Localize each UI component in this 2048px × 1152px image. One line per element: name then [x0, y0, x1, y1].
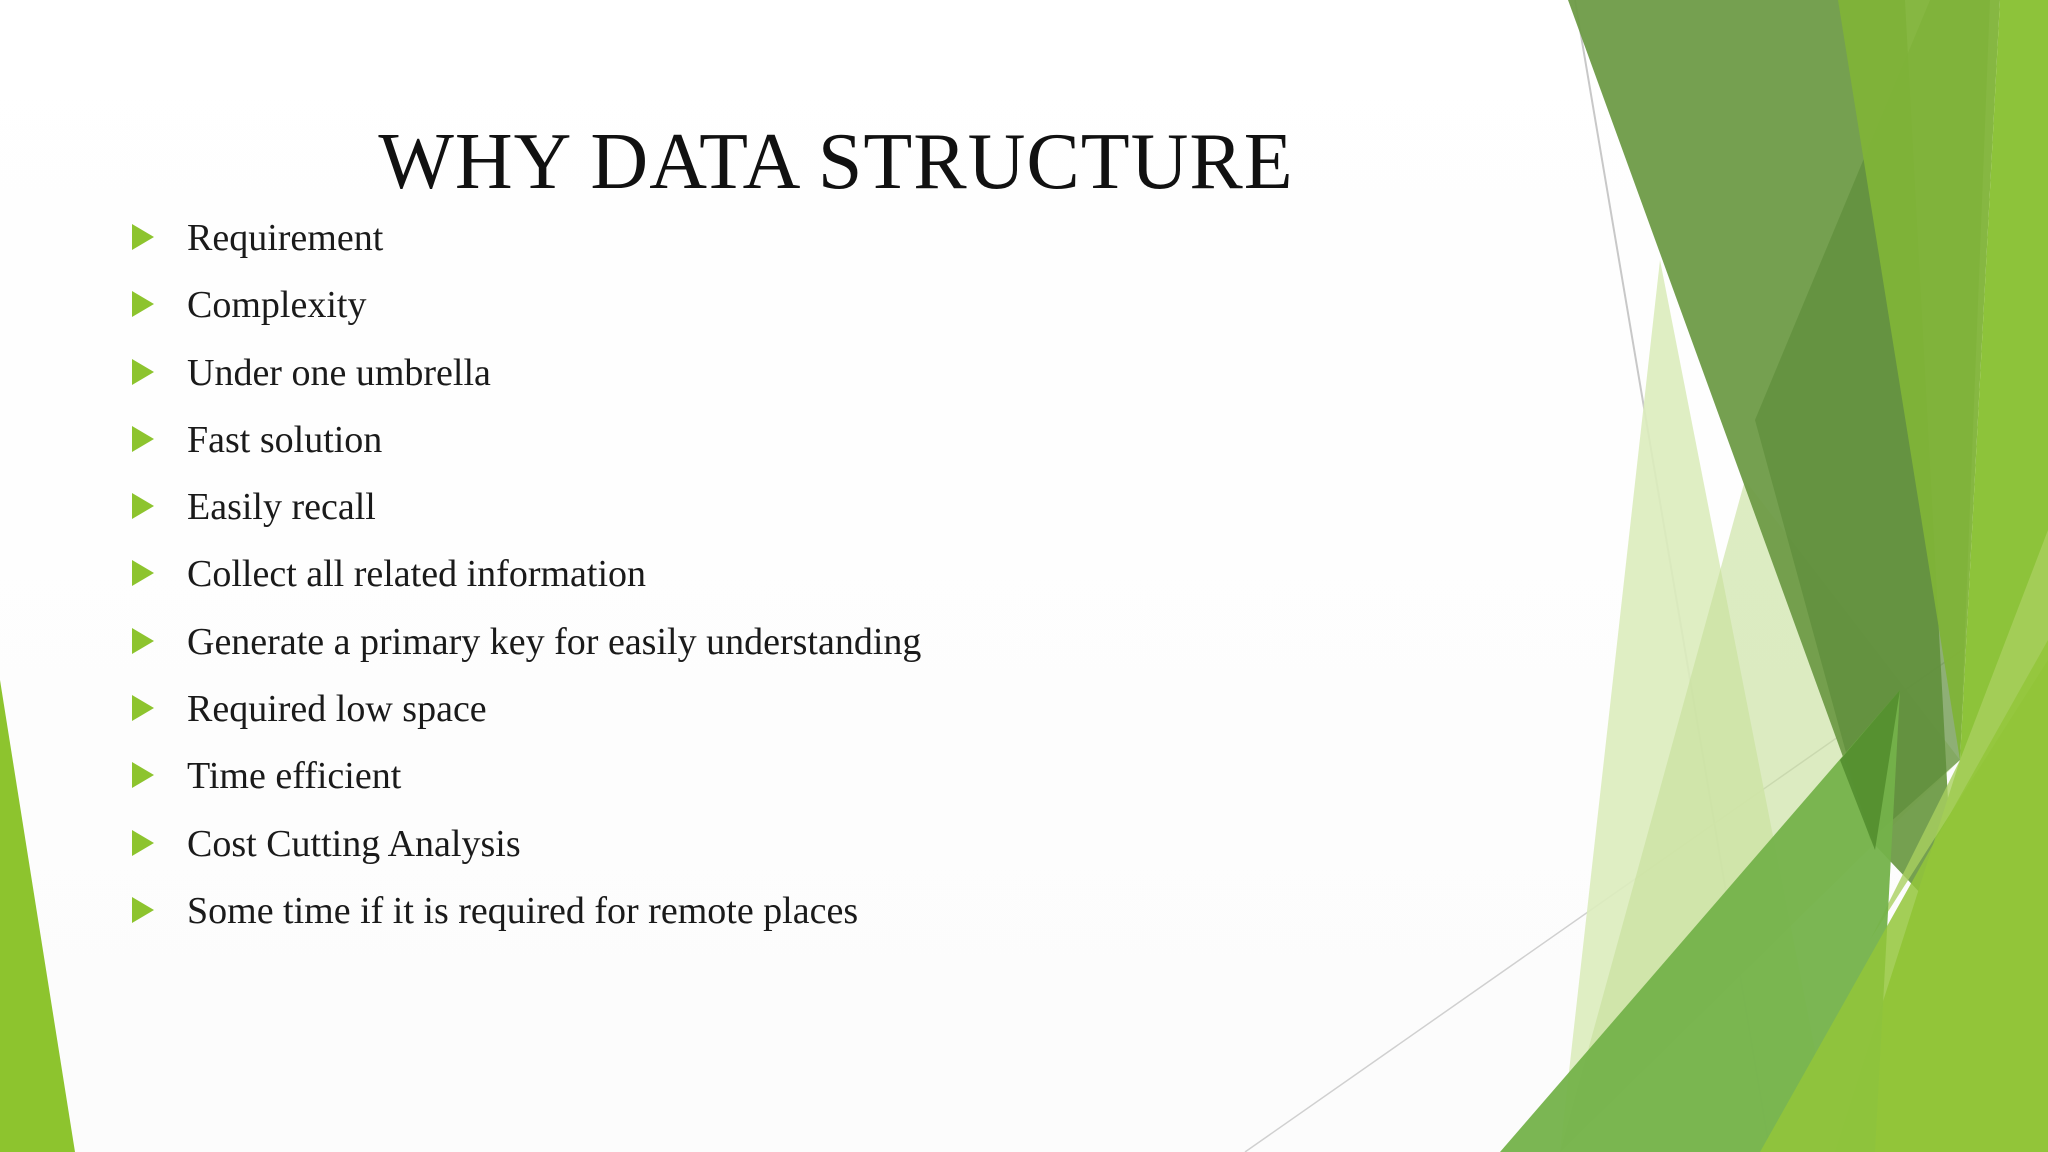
- bullet-text: Required low space: [187, 688, 487, 731]
- bullet-text: Generate a primary key for easily understanding: [187, 620, 922, 663]
- bullet-text: Cost Cutting Analysis: [187, 822, 521, 865]
- triangle-right-icon: [132, 897, 154, 923]
- triangle-right-icon: [132, 628, 154, 654]
- triangle-right-icon: [132, 830, 154, 856]
- bullet-text: Collect all related information: [187, 553, 647, 596]
- triangle-right-icon: [132, 493, 154, 519]
- bullet-text: Some time if it is required for remote places: [187, 889, 859, 932]
- bullet-text: Complexity: [187, 284, 367, 327]
- triangle-right-icon: [132, 224, 154, 250]
- triangle-right-icon: [132, 359, 154, 385]
- bullet-text: Requirement: [187, 217, 384, 259]
- bullet-text: Fast solution: [187, 418, 383, 461]
- bullet-text: Time efficient: [187, 755, 402, 798]
- triangle-right-icon: [132, 695, 154, 721]
- triangle-right-icon: [132, 426, 154, 452]
- triangle-right-icon: [132, 291, 154, 317]
- bullet-text: Easily recall: [187, 486, 376, 529]
- triangle-right-icon: [132, 560, 154, 586]
- bullet-text: Under one umbrella: [187, 351, 491, 394]
- left-green-sliver: [0, 680, 75, 1152]
- slide-title: WHY DATA STRUCTURE: [378, 118, 1294, 206]
- triangle-right-icon: [132, 762, 154, 788]
